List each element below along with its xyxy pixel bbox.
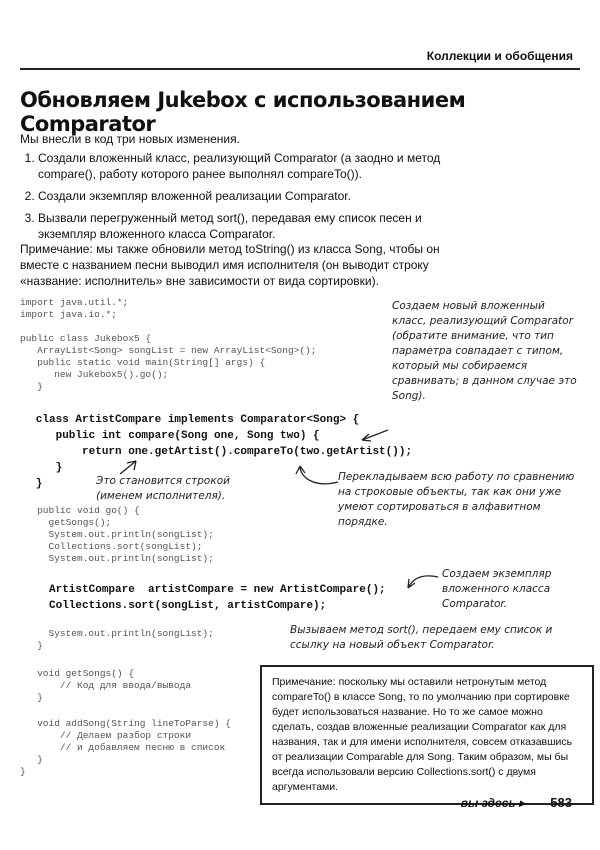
arrow-to-compareto [300, 466, 338, 484]
arrow-to-instance [408, 576, 438, 588]
annotation-becomes-string: Это становится строкой (именем исполнителя). [96, 475, 230, 502]
page-number: 583 [550, 795, 572, 810]
sort-call-code: ArtistCompare artistCompare = new ArtistCompare(); Collections.sort(songList, artistCompare); [16, 584, 386, 612]
running-header: Коллекции и обобщения [426, 49, 573, 63]
sidebar-note-box: Примечание: поскольку мы оставили нетронутым метод compareTo() в классе Song, то по умолчанию при сортировке будет использоваться название. Но то же самое можно сделать, создав вложенные реализации Comparator как для названия, так и для имени исполнителя, совсем отказавшись от реализации Comparable для Song. Таким образом, мы бы всегда использовали версию Collections.sort() с двумя аргументами. [260, 665, 594, 805]
page-title: Обновляем Jukebox с использованием Comparator [20, 88, 466, 136]
annotation-create-instance: Создаем экземпляр вложенного класса Comparator. [442, 568, 552, 610]
change-item-2: 2. Создали экземпляр вложенной реализации Comparator. [38, 188, 460, 204]
top-note: Примечание: мы также обновили метод toString() из класса Song, чтобы он вместе с названием песни выводил имя исполнителя (он выводит строку «название: исполнитель» вне зависимости от вида сортировки). [20, 242, 440, 288]
print-code: System.out.println(songList); } [20, 628, 214, 651]
page-footer [461, 795, 572, 810]
annotation-call-sort: Вызываем метод sort(), передаем ему список и ссылку на новый объект Comparator. [290, 624, 553, 651]
annotation-delegate: Перекладываем всю работу по сравнению на строковые объекты, так как они уже умеют сортироваться в алфавитном порядке. [338, 471, 575, 528]
comparator-class-code: class ArtistCompare implements Comparator<Song> { public int compare(Song one, Song two) { return one.getArtist().compareTo(two.getArtist()); } } [16, 414, 413, 490]
change-item-3: 3. Вызвали перегруженный метод sort(), передавая ему список песен и экземпляр вложенного класса Comparator. [38, 210, 460, 242]
go-method-code: public void go() { getSongs(); System.out.println(songList); Collections.sort(songList); System.out.println(songList); [20, 505, 214, 564]
you-are-here-label: вы здесь ▸ [460, 796, 525, 810]
getsongs-code: void getSongs() { // Код для ввода/вывода } [20, 668, 192, 703]
code-header: import java.util.*; import java.io.*; public class Jukebox5 { ArrayList<Song> songList = new ArrayList<Song>(); public static void main(String[] args) { new Jukebox5().go(); } [20, 297, 317, 392]
intro-text: Мы внесли в код три новых изменения. [20, 132, 240, 146]
arrow-to-class [362, 430, 388, 440]
annotation-nested-class: Создаем новый вложенный класс, реализующий Comparator (обратите внимание, что тип параметра совпадает с типом, который мы собираемся сравнивать; в данном случае это Song). [392, 300, 577, 402]
addsong-code: void addSong(String lineToParse) { // Делаем разбор строки // и добавляем песню в список } } [20, 718, 231, 777]
change-item-1: 1. Создали вложенный класс, реализующий Comparator (а заодно и метод compare(), работу которого ранее выполнял compareTo()). [38, 150, 460, 182]
